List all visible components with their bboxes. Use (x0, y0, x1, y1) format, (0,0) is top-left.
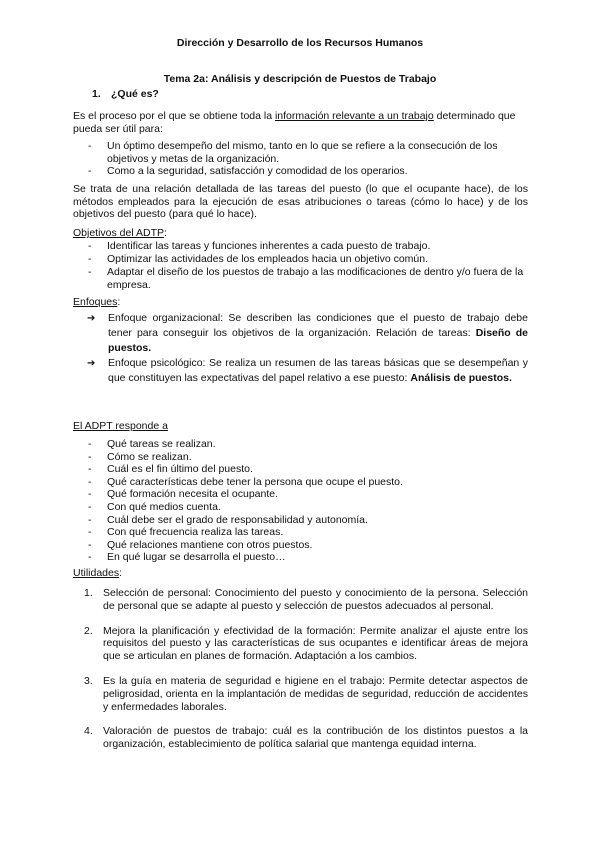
list-item: - Con qué frecuencia realiza las tareas. (73, 526, 528, 539)
responde-list (73, 438, 528, 564)
item-text: Selección de personal: Conocimiento del puesto y conocimiento de la persona. Selección de personal que se adapte al puesto y selección de puestos adecuados al personal. (103, 587, 528, 612)
section-number: 1. (92, 88, 101, 100)
list-item (73, 725, 528, 751)
list-item: - Como a la seguridad, satisfacción y comodidad de los operarios. (73, 165, 528, 178)
enfoques-heading-text: Enfoques (73, 296, 118, 308)
responde-heading: El ADPT responde a (73, 420, 168, 432)
list-item: - Con qué medios cuenta. (73, 501, 528, 514)
arrow-icon: ➔ (87, 313, 96, 324)
course-title: Dirección y Desarrollo de los Recursos Humanos (176, 37, 424, 49)
utilidades-heading-text: Utilidades (73, 567, 120, 579)
intro-text-end: determinado que pueda ser útil para: (73, 110, 516, 135)
intro-underlined-text: información relevante a un trabajo (274, 110, 434, 122)
item-text: Valoración de puestos de trabajo: cuál es la contribución de los distintos puestos a la organización, establecimiento de política salarial que mantenga equidad interna. (103, 725, 528, 751)
objetivos-colon: : (164, 227, 167, 239)
objetivos-list (73, 240, 528, 292)
item-number: 3. (84, 674, 93, 687)
list-item: - Qué características debe tener la persona que ocupe el puesto. (73, 476, 528, 489)
list-item: - Optimizar las actividades de los empleados hacia un objetivo común. (73, 253, 528, 266)
enfoques-colon: : (117, 296, 121, 308)
enfoque-text: Enfoque psicológico: Se realiza un resumen de las tareas básicas que se desempeñan y que constituyen las expectativas del papel relativo a ese puesto: (108, 357, 528, 384)
section-title: ¿Qué es? (111, 88, 159, 100)
utilidades-heading (73, 567, 528, 580)
utilidades-list (73, 587, 528, 763)
item-number: 1. (84, 587, 93, 599)
item-number: 2. (84, 624, 93, 637)
list-item: - Cómo se realizan. (73, 451, 528, 464)
utilidades-colon: : (119, 567, 123, 579)
intro-bullet-list (73, 140, 528, 178)
list-item (73, 675, 528, 713)
list-item: - Cuál es el fin último del puesto. (73, 463, 528, 476)
definition-paragraph: Se trata de una relación detallada de las tareas del puesto (lo que el ocupante hace), de los métodos empleados para la ejecución de esas atribuciones o tareas (cómo lo hace) y de los objetivos del puesto (para qué lo hace). (73, 183, 528, 221)
list-item: - Un óptimo desempeño del mismo, tanto en lo que se refiere a la consecución de los objetivos y metas de la organización. (73, 140, 528, 165)
enfoques-heading (73, 296, 528, 309)
enfoque-bold-term: Análisis de puestos. (410, 372, 512, 384)
intro-paragraph (73, 110, 528, 135)
enfoque-bold-term: Diseño de puestos. (108, 327, 529, 354)
enfoques-list (73, 311, 528, 386)
list-item: - Qué tareas se realizan. (73, 438, 528, 451)
topic-title: Tema 2a: Análisis y descripción de Puestos de Trabajo (163, 73, 437, 85)
list-item (73, 587, 528, 613)
list-item (73, 356, 528, 386)
enfoque-text: Enfoque organizacional: Se describen las condiciones que el puesto de trabajo debe tener para conseguir los objetivos de la organización. Relación de tareas: (108, 312, 528, 339)
list-item: - Qué formación necesita el ocupante. (73, 488, 528, 501)
list-item: - Identificar las tareas y funciones inherentes a cada puesto de trabajo. (73, 240, 528, 253)
list-item: - Cuál debe ser el grado de responsabilidad y autonomía. (73, 514, 528, 527)
item-text: Mejora la planificación y efectividad de la formación: Permite analizar el ajuste entre los requisitos del puesto y las características de sus ocupantes e identificar áreas de mejora que se articulan en planes de formación. Adaptación a los cambios. (103, 624, 528, 663)
intro-text-start: Es el proceso por el que se obtiene toda la (73, 110, 275, 122)
objetivos-heading (73, 227, 528, 240)
list-item: - En qué lugar se desarrolla el puesto… (73, 551, 528, 564)
item-text: Es la guía en materia de seguridad e higiene en el trabajo: Permite detectar aspectos de peligrosidad, orienta en la implantación de medidas de seguridad, reducción de accidentes y enfermedades laborales. (103, 674, 528, 713)
arrow-icon: ➔ (87, 358, 96, 369)
objetivos-heading-text: Objetivos del ADTP (73, 227, 165, 239)
list-item (73, 625, 528, 663)
item-number: 4. (84, 725, 93, 738)
list-item: - Qué relaciones mantiene con otros puestos. (73, 539, 528, 552)
list-item (73, 311, 528, 356)
list-item: - Adaptar el diseño de los puestos de trabajo a las modificaciones de dentro y/o fuera de la empresa. (73, 266, 528, 292)
